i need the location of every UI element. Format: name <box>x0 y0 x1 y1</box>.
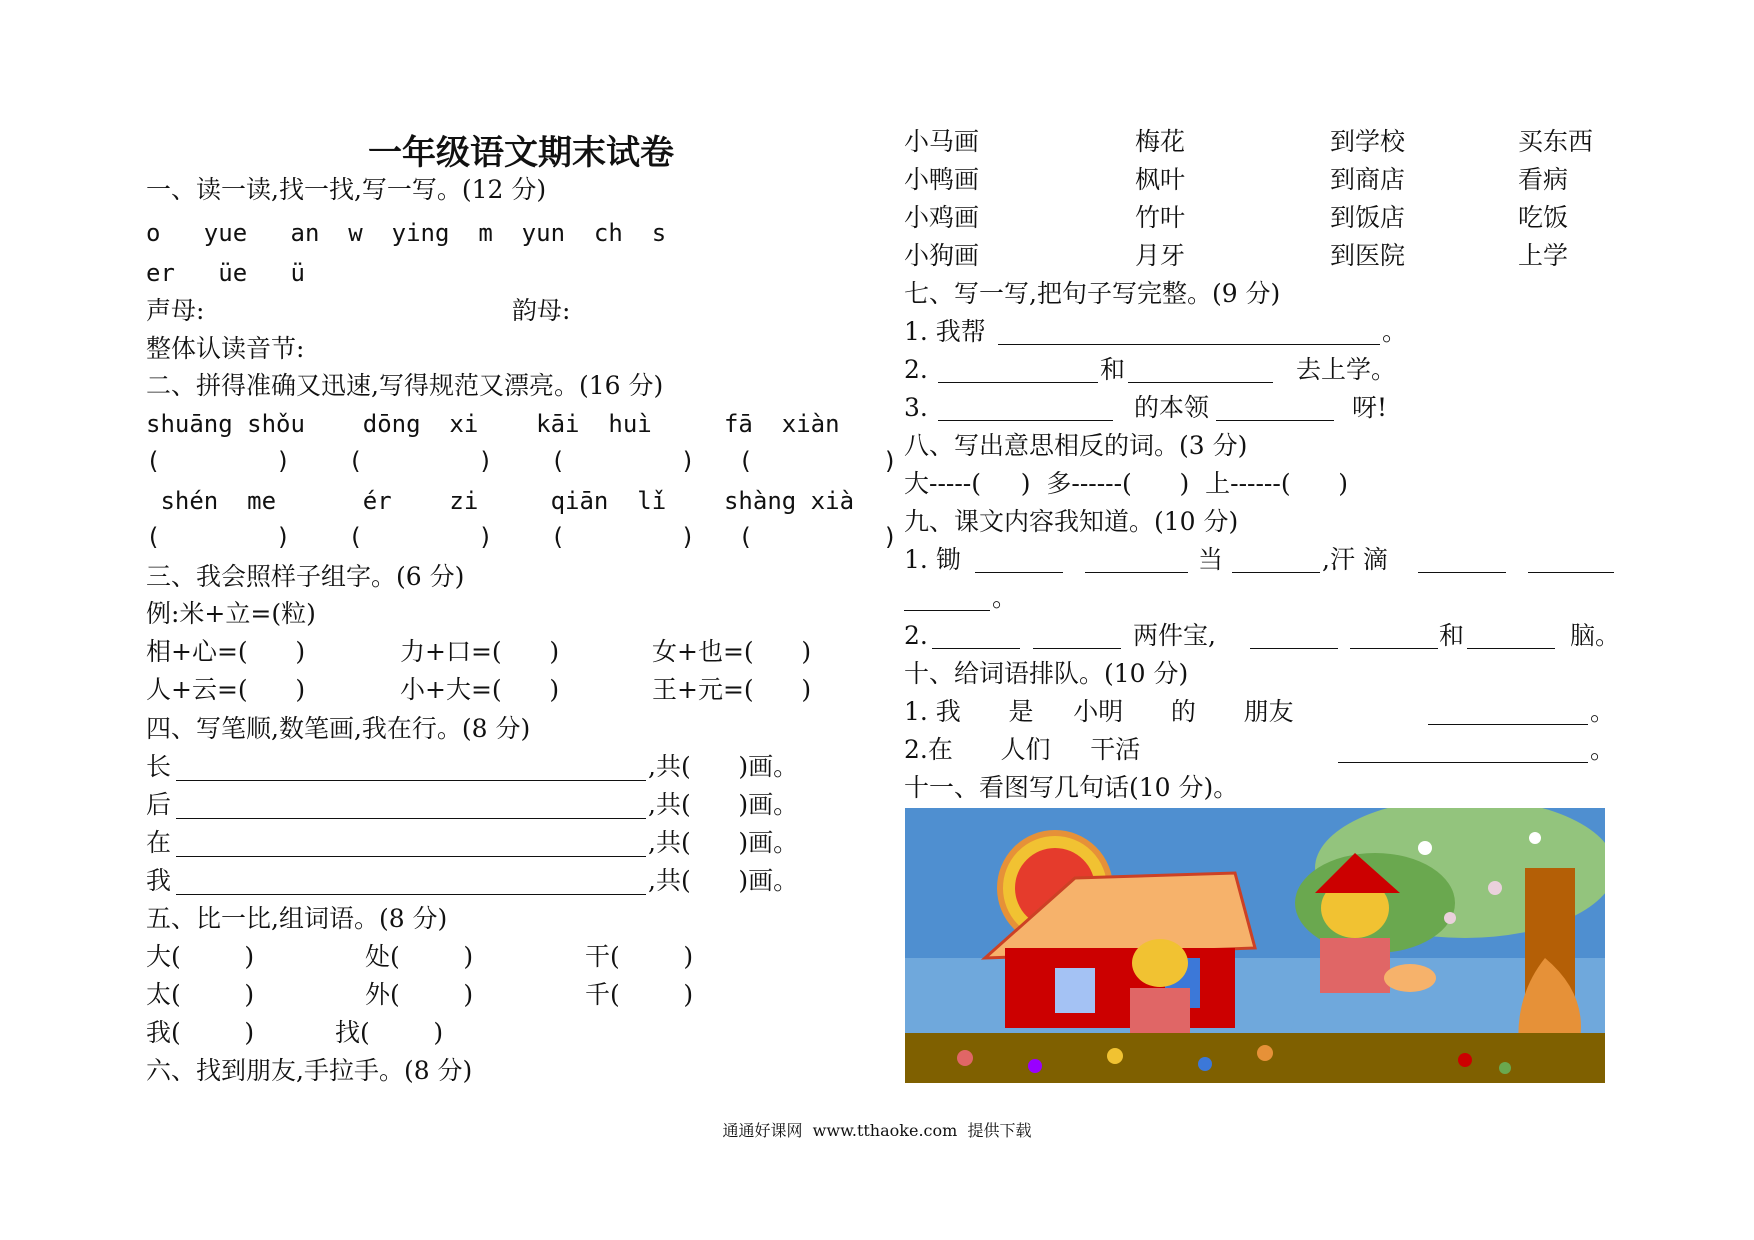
match-3-3: 上学 <box>1518 241 1569 270</box>
s9-q1-label: 1. 锄 <box>904 545 961 574</box>
compose-q5: 小+大=( ) <box>400 675 560 704</box>
s7-q1-blank[interactable] <box>998 344 1380 345</box>
s7-q3-blank-2[interactable] <box>1216 420 1334 421</box>
match-1-2: 到商店 <box>1330 165 1406 194</box>
s7-q3-blank-1[interactable] <box>938 420 1113 421</box>
s9-q2-end: 脑。 <box>1570 621 1621 650</box>
section-9-heading: 九、课文内容我知道。(10 分) <box>904 507 1239 536</box>
answer-brackets-row-2: ( ) ( ) ( ) ( ) <box>146 523 898 551</box>
answer-brackets-row-1: ( ) ( ) ( ) ( ) <box>146 447 898 475</box>
s9-q2-blank-5[interactable] <box>1467 648 1555 649</box>
s7-q2-end: 去上学。 <box>1296 355 1397 384</box>
s9-q2-blank-3[interactable] <box>1250 648 1338 649</box>
compare-3a: 我( ) <box>146 1018 255 1047</box>
stroke-blank-4[interactable] <box>176 894 646 895</box>
stroke-count-2: ,共( )画。 <box>648 790 799 819</box>
stroke-count-3: ,共( )画。 <box>648 828 799 857</box>
stroke-count-1: ,共( )画。 <box>648 752 799 781</box>
stroke-blank-1[interactable] <box>176 780 646 781</box>
s9-q2-and: 和 <box>1439 621 1465 650</box>
section-7-heading: 七、写一写,把句子写完整。(9 分) <box>904 279 1281 308</box>
match-2-3: 吃饭 <box>1518 203 1569 232</box>
match-3-1: 月牙 <box>1135 241 1186 270</box>
s7-q1-label: 1. 我帮 <box>904 317 986 346</box>
example-line: 例:米+立=(粒) <box>146 599 316 628</box>
s10-q2-end: 。 <box>1590 735 1616 764</box>
section-1-heading: 一、读一读,找一找,写一写。(12 分) <box>146 175 547 204</box>
footer-source: 通通好课网 www.tthaoke.com 提供下载 <box>722 1121 1032 1140</box>
s9-q1-handi: ,汗 滴 <box>1322 545 1388 574</box>
pinyin-row-2: er üe ü <box>146 259 305 287</box>
stroke-blank-3[interactable] <box>176 856 646 857</box>
s7-q3-mid: 的本领 <box>1134 393 1210 422</box>
section-5-heading: 五、比一比,组词语。(8 分) <box>146 904 448 933</box>
pinyin-row-1: o yue an w ying m yun ch s <box>146 219 667 247</box>
section-2-heading: 二、拼得准确又迅速,写得规范又漂亮。(16 分) <box>146 371 664 400</box>
match-3-0: 小狗画 <box>904 241 980 270</box>
match-1-1: 枫叶 <box>1135 165 1186 194</box>
s7-q2-blank-1[interactable] <box>938 382 1098 383</box>
match-1-3: 看病 <box>1518 165 1569 194</box>
stroke-blank-2[interactable] <box>176 818 646 819</box>
compose-q2: 力+口=( ) <box>400 637 560 666</box>
s7-q2-and: 和 <box>1100 355 1126 384</box>
s9-q2-blank-4[interactable] <box>1350 648 1438 649</box>
stroke-char-3: 在 <box>146 828 172 857</box>
match-1-0: 小鸭画 <box>904 165 980 194</box>
match-2-0: 小鸡画 <box>904 203 980 232</box>
section-6-heading: 六、找到朋友,手拉手。(8 分) <box>146 1056 473 1085</box>
s9-q1-blank-4[interactable] <box>1418 572 1506 573</box>
stroke-char-4: 我 <box>146 866 172 895</box>
s7-q2-blank-2[interactable] <box>1128 382 1273 383</box>
match-3-2: 到医院 <box>1330 241 1406 270</box>
s9-q1-blank-5[interactable] <box>1528 572 1614 573</box>
s7-q1-end: 。 <box>1382 317 1408 346</box>
section-4-heading: 四、写笔顺,数笔画,我在行。(8 分) <box>146 714 531 743</box>
s9-q1-dang: 当 <box>1198 545 1224 574</box>
s9-q1-blank-6[interactable] <box>904 610 990 611</box>
pinyin-words-row-2: shén me ér zi qiān lǐ shàng xià <box>146 487 855 515</box>
s9-q2-label: 2. <box>904 621 928 650</box>
stroke-char-2: 后 <box>146 790 172 819</box>
yunmu-label: 韵母: <box>512 296 571 325</box>
section-8-heading: 八、写出意思相反的词。(3 分) <box>904 431 1248 460</box>
s9-q2-blank-1[interactable] <box>932 648 1020 649</box>
match-0-1: 梅花 <box>1135 127 1186 156</box>
s10-q1-words: 1. 我 是 小明 的 朋友 <box>904 697 1294 726</box>
s7-q3-end: 呀! <box>1352 393 1388 422</box>
section-10-heading: 十、给词语排队。(10 分) <box>904 659 1189 688</box>
zhengti-label: 整体认读音节: <box>146 334 305 363</box>
antonym-line: 大-----( ) 多------( ) 上------( ) <box>904 469 1349 498</box>
s10-q2-words: 2.在 人们 干活 <box>904 735 1141 764</box>
s7-q2-label: 2. <box>904 355 928 384</box>
match-0-3: 买东西 <box>1518 127 1594 156</box>
compose-q3: 女+也=( ) <box>652 637 812 666</box>
compose-q4: 人+云=( ) <box>146 675 306 704</box>
s10-q1-blank[interactable] <box>1428 724 1588 725</box>
compare-2b: 外( ) <box>365 980 474 1009</box>
cat-illustration <box>905 808 1605 1083</box>
illustration-svg <box>905 808 1605 1083</box>
match-0-2: 到学校 <box>1330 127 1406 156</box>
s9-q1-blank-2[interactable] <box>1085 572 1188 573</box>
compare-3b: 找( ) <box>335 1018 444 1047</box>
s9-q1-blank-3[interactable] <box>1232 572 1320 573</box>
compare-1a: 大( ) <box>146 942 255 971</box>
compare-1b: 处( ) <box>365 942 474 971</box>
s10-q1-end: 。 <box>1590 697 1616 726</box>
compose-q1: 相+心=( ) <box>146 637 306 666</box>
pinyin-words-row-1: shuāng shǒu dōng xi kāi huì fā xiàn <box>146 410 840 438</box>
match-2-2: 到饭店 <box>1330 203 1406 232</box>
s7-q3-label: 3. <box>904 393 928 422</box>
compare-2c: 千( ) <box>585 980 694 1009</box>
compare-1c: 干( ) <box>585 942 694 971</box>
s10-q2-blank[interactable] <box>1338 762 1588 763</box>
match-2-1: 竹叶 <box>1135 203 1186 232</box>
s9-q1-blank-1[interactable] <box>975 572 1063 573</box>
s9-q1-end: 。 <box>992 583 1018 612</box>
page-title: 一年级语文期末试卷 <box>368 133 674 173</box>
shengmu-label: 声母: <box>146 296 205 325</box>
section-11-heading: 十一、看图写几句话(10 分)。 <box>904 773 1239 802</box>
match-0-0: 小马画 <box>904 127 980 156</box>
stroke-char-1: 长 <box>146 752 172 781</box>
compose-q6: 王+元=( ) <box>652 675 812 704</box>
stroke-count-4: ,共( )画。 <box>648 866 799 895</box>
compare-2a: 太( ) <box>146 980 255 1009</box>
section-3-heading: 三、我会照样子组字。(6 分) <box>146 562 465 591</box>
s9-q2-blank-2[interactable] <box>1033 648 1121 649</box>
s9-q2-treasure: 两件宝, <box>1133 621 1216 650</box>
